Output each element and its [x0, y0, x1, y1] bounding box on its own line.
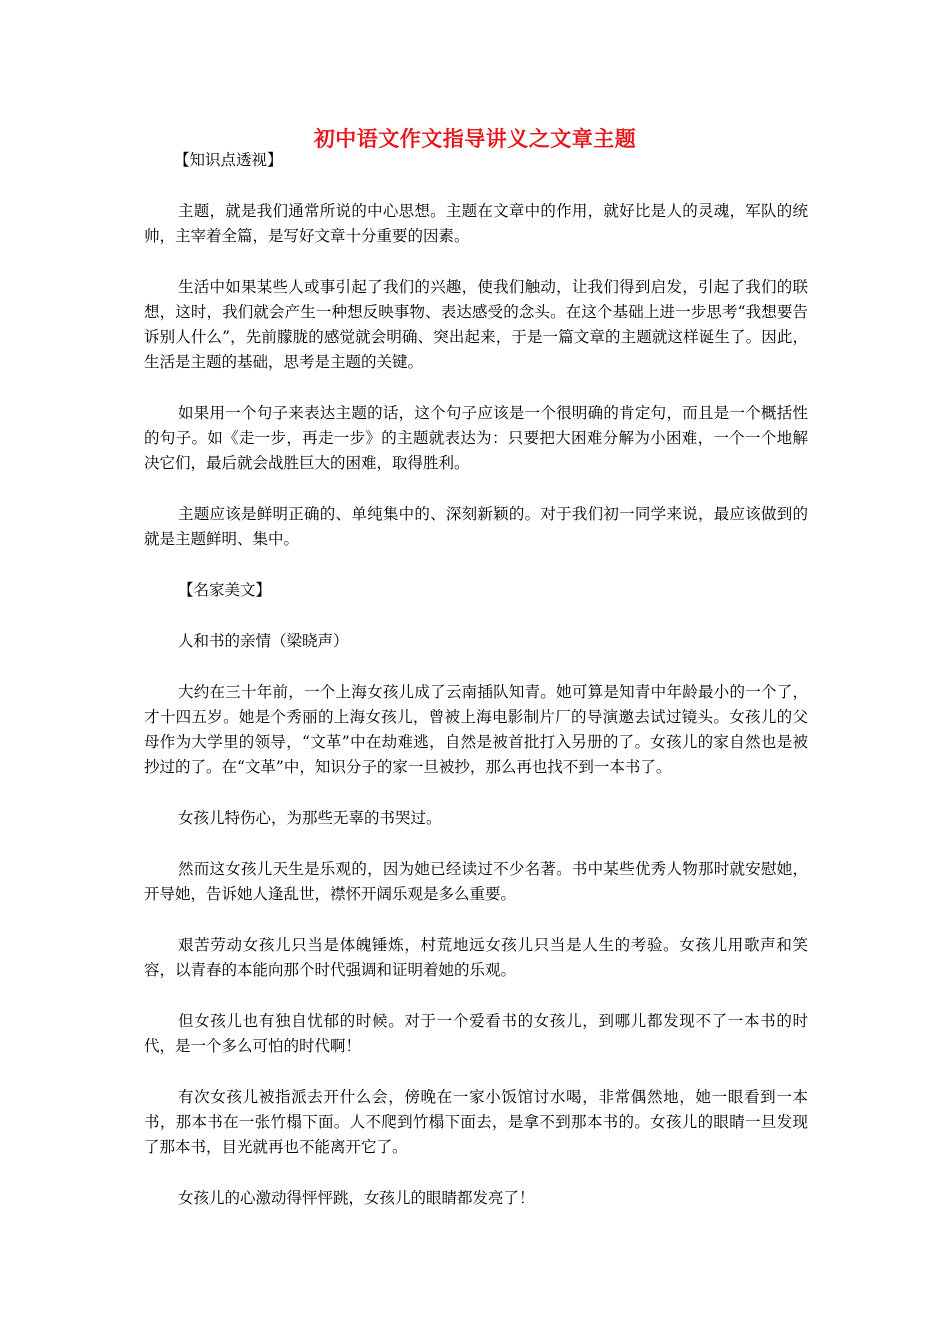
- essay-paragraph: 大约在三十年前，一个上海女孩儿成了云南插队知青。她可算是知青中年龄最小的一个了，才十四五岁。她是个秀丽的上海女孩儿，曾被上海电影制片厂的导演邀去试过镜头。女孩儿的父母作为大学里的领导，“文革”中在劫难逃，自然是被首批打入另册的了。女孩儿的家自然也是被抄过的了。在“文革”中，知识分子的家一旦被抄，那么再也找不到一本书了。: [144, 683, 808, 776]
- section-heading-essay: 【名家美文】: [178, 581, 272, 599]
- paragraph: 生活中如果某些人或事引起了我们的兴趣，使我们触动，让我们得到启发，引起了我们的联想，这时，我们就会产生一种想反映事物、表达感受的念头。在这个基础上进一步思考“我想要告诉别人什么”，先前朦胧的感觉就会明确、突出起来，于是一篇文章的主题就这样诞生了。因此，生活是主题的基础，思考是主题的关键。: [144, 278, 808, 371]
- essay-paragraph: 但女孩儿也有独自忧郁的时候。对于一个爱看书的女孩儿，到哪儿都发现不了一本书的时代，是一个多么可怕的时代啊！: [144, 1012, 808, 1055]
- essay-paragraph: 女孩儿特伤心，为那些无辜的书哭过。: [178, 809, 442, 827]
- essay-paragraph: 然而这女孩儿天生是乐观的，因为她已经读过不少名著。书中某些优秀人物那时就安慰她，开导她，告诉她人逢乱世，襟怀开阔乐观是多么重要。: [144, 860, 808, 903]
- essay-paragraph: 有次女孩儿被指派去开什么会，傍晚在一家小饭馆讨水喝，非常偶然地，她一眼看到一本书，那本书在一张竹榻下面。人不爬到竹榻下面去，是拿不到那本书的。女孩儿的眼睛一旦发现了那本书，目光就再也不能离开它了。: [144, 1088, 808, 1156]
- paragraph: 主题应该是鲜明正确的、单纯集中的、深刻新颖的。对于我们初一同学来说，最应该做到的就是主题鲜明、集中。: [144, 505, 808, 548]
- essay-paragraph: 艰苦劳动女孩儿只当是体魄锤炼，村荒地远女孩儿只当是人生的考验。女孩儿用歌声和笑容，以青春的本能向那个时代强调和证明着她的乐观。: [144, 936, 808, 979]
- paragraph: 主题，就是我们通常所说的中心思想。主题在文章中的作用，就好比是人的灵魂，军队的统帅，主宰着全篇，是写好文章十分重要的因素。: [144, 202, 808, 245]
- essay-paragraph: 女孩儿的心激动得怦怦跳，女孩儿的眼睛都发亮了！: [178, 1189, 535, 1207]
- document-body: [144, 148, 808, 1211]
- section-heading-knowledge: 【知识点透视】: [174, 151, 283, 169]
- document-title: 初中语文作文指导讲义之文章主题: [313, 126, 637, 151]
- paragraph: 如果用一个句子来表达主题的话，这个句子应该是一个很明确的肯定句，而且是一个概括性的句子。如《走一步，再走一步》的主题就表达为：只要把大困难分解为小困难，一个一个地解决它们，最后就会战胜巨大的困难，取得胜利。: [144, 404, 808, 472]
- essay-title: 人和书的亲情（梁晓声）: [178, 632, 349, 650]
